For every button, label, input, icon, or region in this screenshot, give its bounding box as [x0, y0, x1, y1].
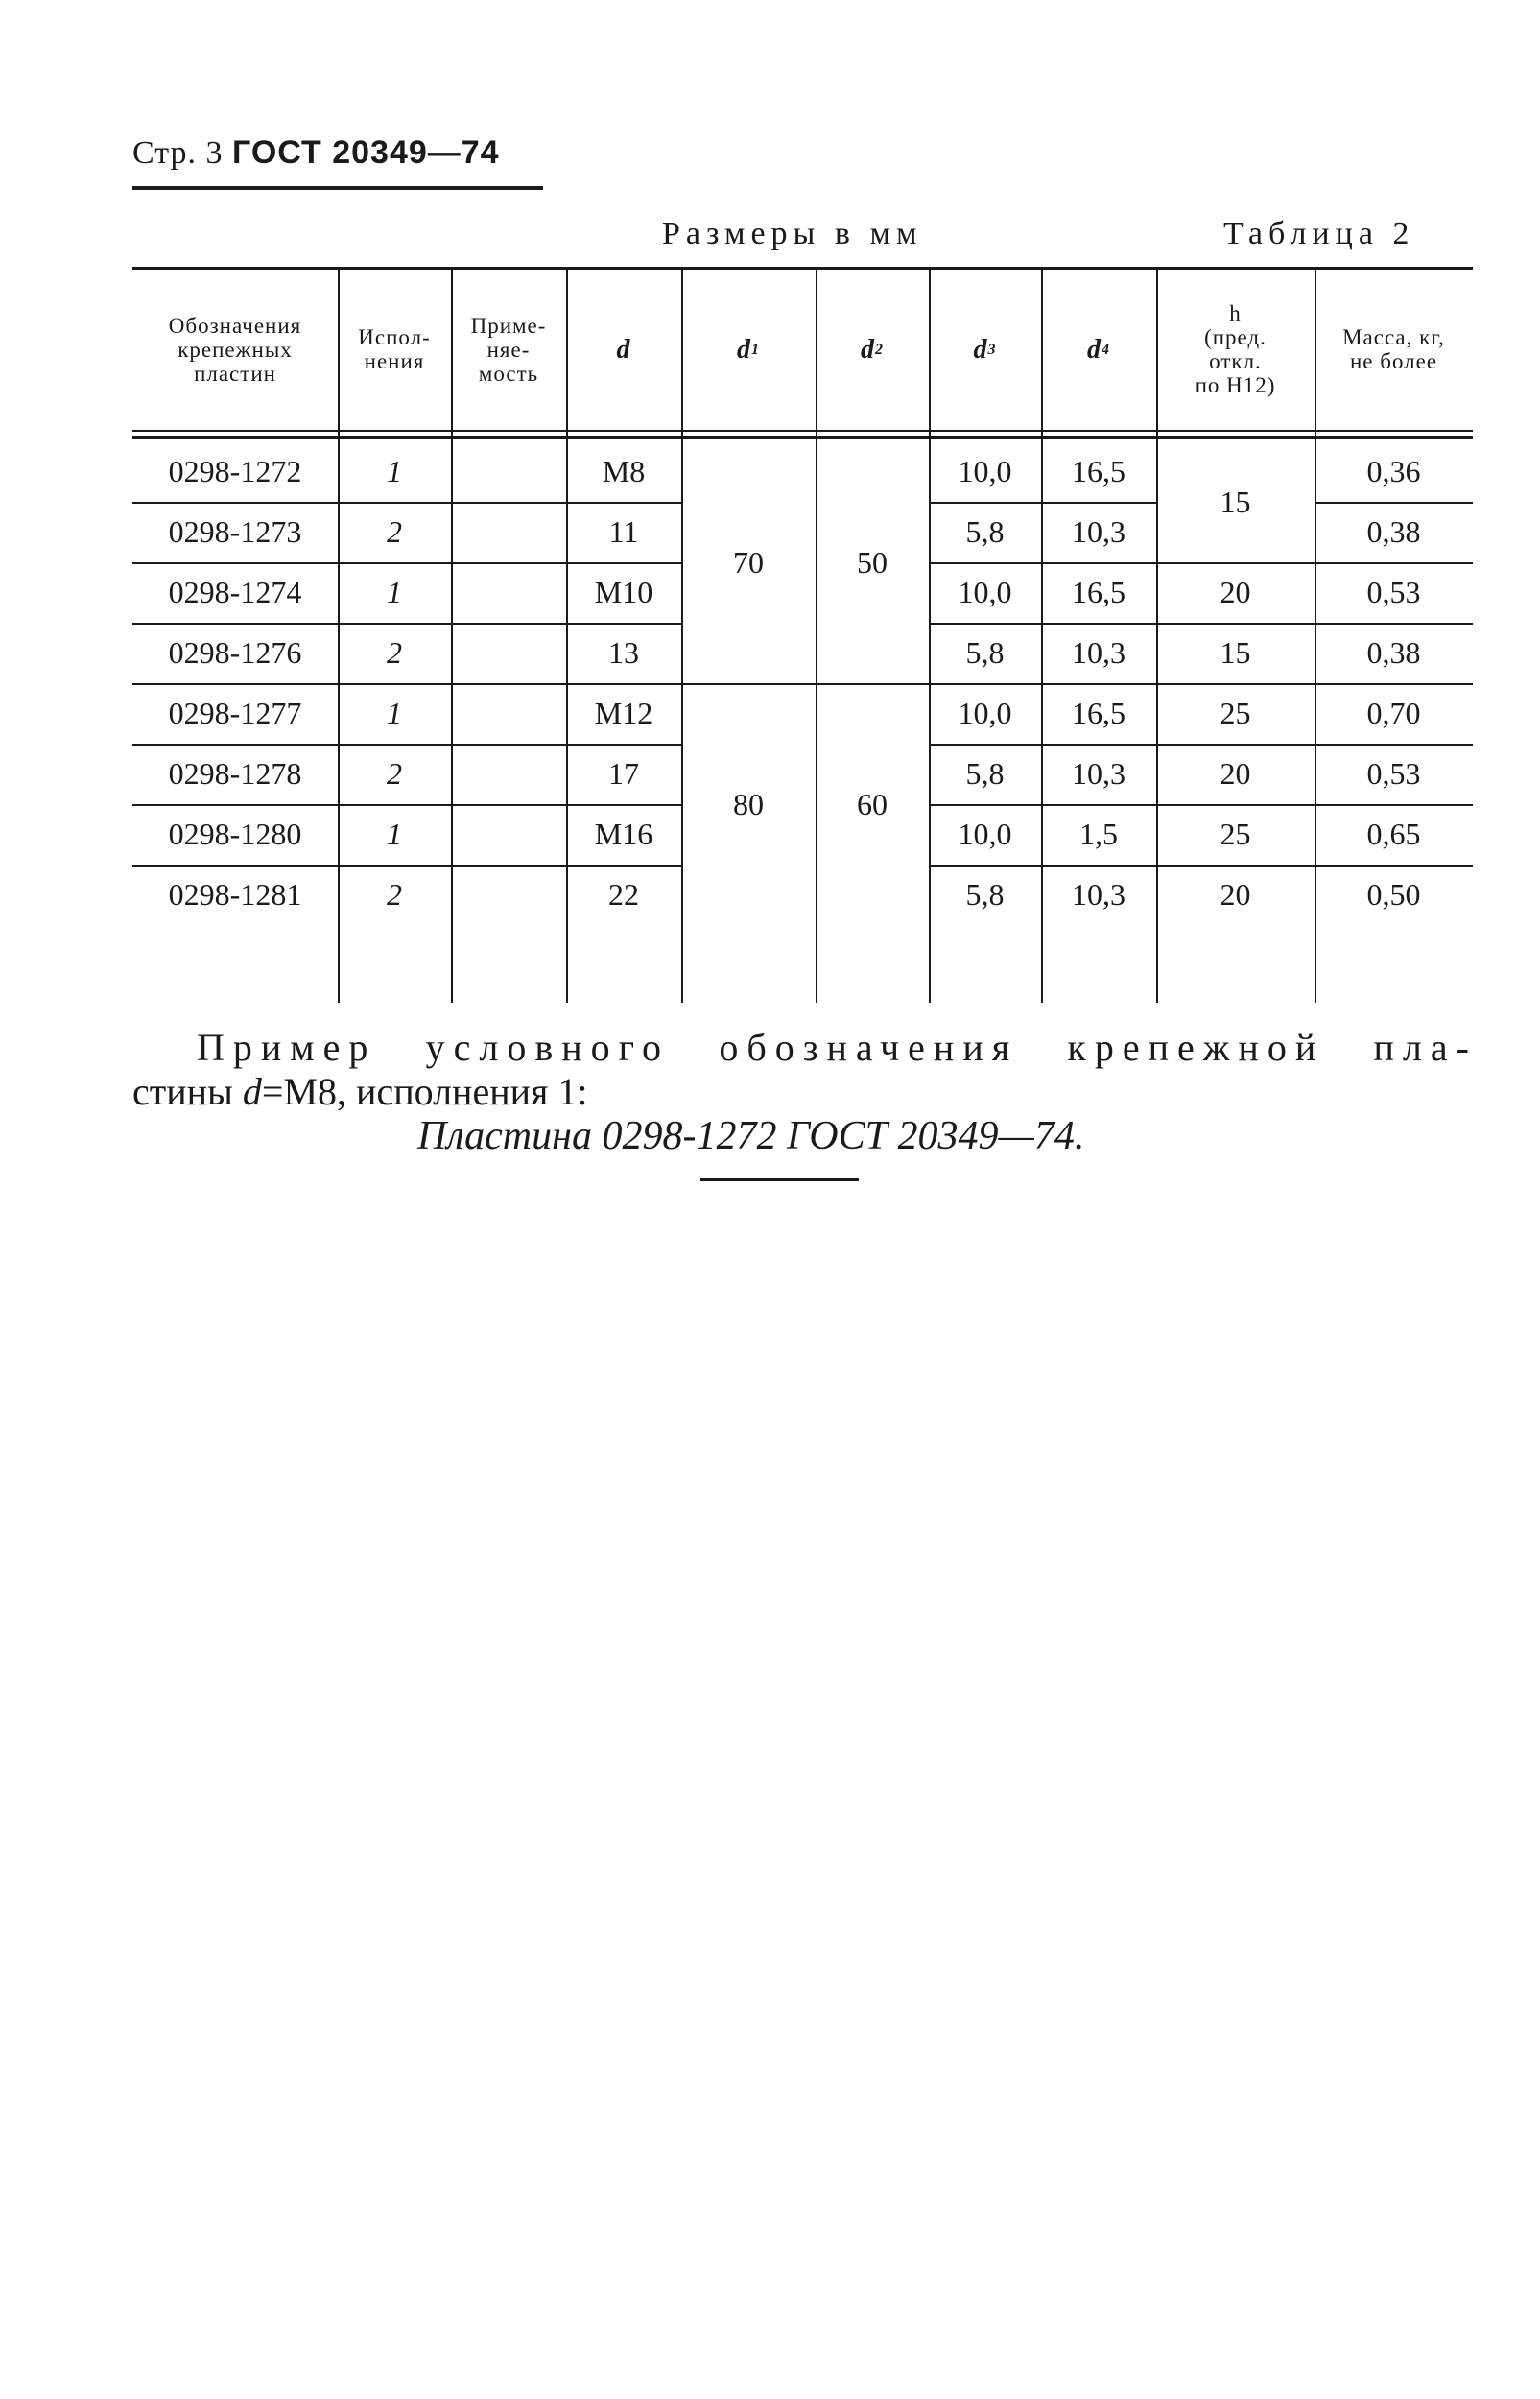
- height-h: 15: [1220, 635, 1251, 670]
- diameter-d1: 80: [733, 786, 764, 821]
- usage: [451, 744, 566, 804]
- usage: [451, 683, 566, 744]
- plate-id: 0298-1278: [168, 756, 302, 791]
- diameter-d4: 10,3: [1072, 514, 1125, 549]
- variant: 2: [387, 635, 402, 670]
- diameter-d3: 10,0: [958, 454, 1012, 488]
- row-rule: [1156, 865, 1315, 867]
- diameter-d3: 5,8: [965, 635, 1005, 670]
- mass: 0,38: [1366, 514, 1421, 549]
- mass: 0,50: [1366, 877, 1421, 912]
- note-variable: d: [242, 1070, 262, 1113]
- plate-id: 0298-1272: [168, 454, 302, 488]
- end-rule: [700, 1178, 859, 1181]
- usage: [451, 804, 566, 865]
- page-number: Стр. 3: [132, 135, 224, 171]
- note-word: Пример: [197, 1026, 377, 1069]
- note-line-2: [132, 1069, 588, 1114]
- plate-id: 0298-1277: [168, 696, 302, 730]
- diameter-d4: 10,3: [1072, 877, 1125, 912]
- row-rule: [1315, 804, 1473, 806]
- plate-id: 0298-1273: [168, 514, 302, 549]
- diameter-d4: 16,5: [1072, 696, 1125, 730]
- usage: [451, 441, 566, 502]
- row-rule: [1315, 623, 1473, 625]
- mass: 0,38: [1366, 635, 1421, 670]
- row-rule: [929, 623, 1156, 625]
- diameter-d4: 16,5: [1072, 575, 1125, 609]
- column-header: d: [616, 334, 631, 365]
- note-word: условного: [425, 1026, 671, 1069]
- diameter-d: M8: [602, 454, 646, 488]
- plate-id: 0298-1280: [168, 817, 302, 851]
- row-rule: [132, 623, 681, 625]
- usage: [451, 562, 566, 623]
- subscript: 2: [875, 341, 884, 358]
- plate-id: 0298-1276: [168, 635, 302, 670]
- column-header: d 1: [737, 334, 760, 365]
- diameter-d3: 10,0: [958, 696, 1012, 730]
- plate-id: 0298-1281: [168, 877, 302, 912]
- diameter-d1: 70: [733, 544, 764, 580]
- mass: 0,53: [1366, 575, 1421, 609]
- row-rule: [1156, 562, 1315, 564]
- diameter-d3: 5,8: [965, 514, 1005, 549]
- note-text: =М8, исполнения 1:: [261, 1070, 588, 1113]
- column-header: Обозначения крепежных пластин: [168, 313, 302, 386]
- mass: 0,53: [1366, 756, 1421, 791]
- row-rule: [1315, 865, 1473, 867]
- note-word: обозначения: [719, 1026, 1019, 1069]
- diameter-d: 13: [608, 635, 639, 670]
- mass: 0,65: [1366, 817, 1421, 851]
- subscript: 1: [751, 341, 760, 358]
- row-rule: [929, 804, 1156, 806]
- variant: 2: [387, 514, 402, 549]
- plate-id: 0298-1274: [168, 575, 302, 609]
- table-label: Таблица 2: [1223, 216, 1415, 251]
- row-rule: [1315, 562, 1473, 564]
- row-rule: [1315, 502, 1473, 504]
- variant: 1: [387, 817, 402, 851]
- height-h: 20: [1220, 756, 1251, 791]
- height-h: 25: [1220, 696, 1251, 730]
- column-header: Испол- нения: [358, 325, 431, 373]
- diameter-d4: 10,3: [1072, 635, 1125, 670]
- standard-number: ГОСТ 20349—74: [232, 134, 500, 171]
- table-top-rule: [132, 267, 1473, 270]
- row-rule: [132, 562, 681, 564]
- group-rule: [681, 683, 929, 685]
- row-rule: [132, 683, 681, 685]
- mass: 0,70: [1366, 696, 1421, 730]
- diameter-d2: 50: [857, 544, 888, 580]
- header-rule-upper: [132, 430, 1473, 432]
- variant: 1: [387, 696, 402, 730]
- row-rule: [132, 502, 681, 504]
- height-h: 15: [1220, 484, 1251, 519]
- variant: 1: [387, 575, 402, 609]
- diameter-d3: 5,8: [965, 756, 1005, 791]
- diameter-d3: 10,0: [958, 817, 1012, 851]
- note-text: стины: [132, 1070, 243, 1113]
- note-line-1: [197, 1025, 1478, 1070]
- mass: 0,36: [1366, 454, 1421, 488]
- designation-example: Пластина 0298-1272 ГОСТ 20349—74.: [417, 1114, 1085, 1158]
- usage: [451, 865, 566, 925]
- height-h: 25: [1220, 817, 1251, 851]
- row-rule: [929, 502, 1156, 504]
- row-rule: [132, 804, 681, 806]
- row-rule: [1156, 804, 1315, 806]
- diameter-d: 11: [608, 514, 639, 549]
- row-rule: [929, 562, 1156, 564]
- note-word: крепежной: [1067, 1026, 1325, 1069]
- row-rule: [929, 744, 1156, 746]
- column-header: d 2: [861, 334, 884, 365]
- diameter-d: 22: [608, 877, 639, 912]
- subscript: 4: [1102, 341, 1110, 358]
- diameter-d: 17: [608, 756, 639, 791]
- diameter-d: M16: [594, 817, 653, 851]
- diameter-d3: 5,8: [965, 877, 1005, 912]
- row-rule: [132, 865, 681, 867]
- variant: 2: [387, 877, 402, 912]
- column-header: Масса, кг, не более: [1342, 325, 1445, 373]
- diameter-d: M10: [594, 575, 653, 609]
- row-rule: [929, 683, 1156, 685]
- diameter-d: M12: [594, 696, 653, 730]
- column-header: d 4: [1087, 334, 1110, 365]
- diameter-d4: 1,5: [1079, 817, 1118, 851]
- column-header: Приме- няе- мость: [470, 313, 547, 386]
- note-word: пла-: [1373, 1026, 1478, 1069]
- diameter-d4: 10,3: [1072, 756, 1125, 791]
- header-rule-lower: [132, 436, 1473, 439]
- row-rule: [1315, 744, 1473, 746]
- row-rule: [1156, 744, 1315, 746]
- height-h: 20: [1220, 575, 1251, 609]
- column-header: d 3: [973, 334, 997, 365]
- row-rule: [132, 744, 681, 746]
- usage: [451, 502, 566, 562]
- subscript: 3: [987, 341, 997, 358]
- row-rule: [929, 865, 1156, 867]
- variant: 1: [387, 454, 402, 488]
- page-header: [132, 134, 500, 172]
- row-rule: [1315, 683, 1473, 685]
- row-rule: [1156, 623, 1315, 625]
- units-label: Размеры в мм: [662, 216, 923, 251]
- header-rule: [132, 186, 543, 190]
- diameter-d2: 60: [857, 786, 888, 821]
- diameter-d4: 16,5: [1072, 454, 1125, 488]
- height-h: 20: [1220, 877, 1251, 912]
- diameter-d3: 10,0: [958, 575, 1012, 609]
- column-header: h (пред. откл. по Н12): [1195, 301, 1276, 397]
- variant: 2: [387, 756, 402, 791]
- row-rule: [1156, 683, 1315, 685]
- usage: [451, 623, 566, 683]
